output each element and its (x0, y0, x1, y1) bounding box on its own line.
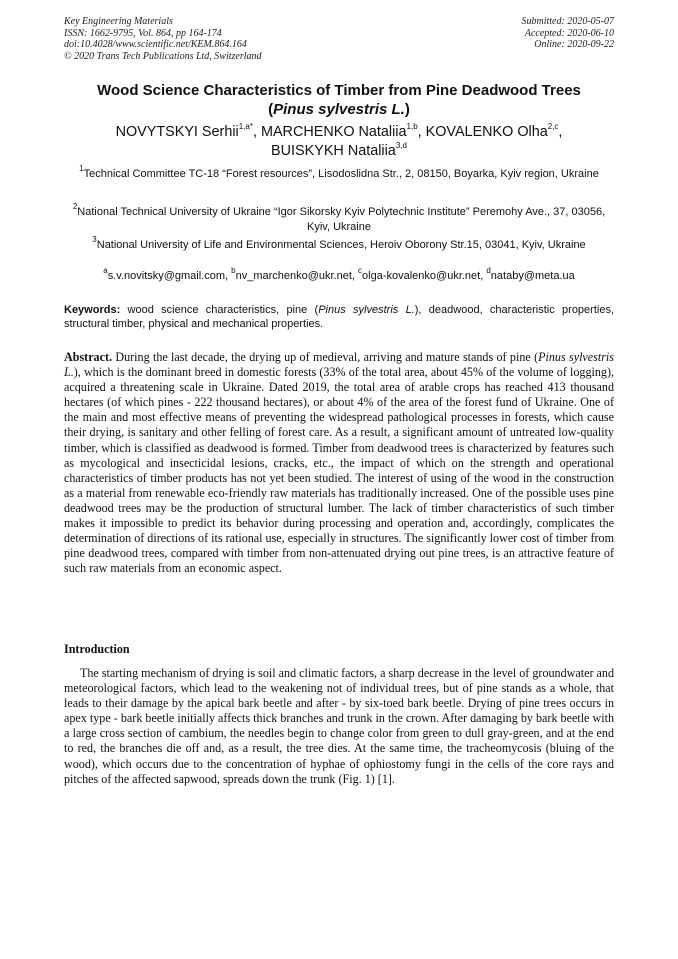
author-separator: , (252, 124, 261, 140)
email-link[interactable]: nataby@meta.ua (490, 270, 575, 282)
affiliation-sup: 1 (79, 164, 84, 174)
introduction-paragraph: The starting mechanism of drying is soil and climatic factors, a sharp decrease in the level of groundwater and meteorological factors, which lead to the weakening not of individual trees, but of pine stands as a whole, that leads to their damage by the apical bark beetle and after - by six-toed bark beetle. Drying of pine trees occurs in apex type - bark beetle initially affects thick branches and trunk in the crown. After damaging by bark beetle with a large cross section of cambium, the needles begin to change color from green to dull gray-green, and at the end to red, the branches die off and, as a result, the tree dies. At the same time, the tracheomycosis (bluing of the wood), which occurs due to the concentration of hyphae of ophiostomy fungi in the cells of the core rays and pitches of the affected sapwood, spreads down the trunk (Fig. 1) [1]. (64, 666, 614, 786)
affiliation-text: National University of Life and Environmental Sciences, Heroiv Oborony Str.15, 03041, Kyiv, Ukraine (96, 239, 586, 251)
title-close-paren: ) (404, 101, 410, 118)
title-line-1: Wood Science Characteristics of Timber from Pine Deadwood Trees (97, 82, 581, 99)
issn-line: ISSN: 1662-9795, Vol. 864, pp 164-174 (64, 27, 222, 39)
journal-name: Key Engineering Materials (64, 16, 173, 27)
online-date: Online: 2020-09-22 (534, 39, 614, 50)
affiliation-text: National Technical University of Ukraine “Igor Sikorsky Kyiv Polytechnic Institute” Peremohy Ave., 37, 03056, Kyiv, Ukraine (77, 206, 606, 233)
title-open-paren: ( (268, 101, 274, 118)
copyright-line: © 2020 Trans Tech Publications Ltd, Switzerland (64, 50, 262, 62)
abstract-label: Abstract. (64, 350, 113, 364)
abstract-text: During the last decade, the drying up of medieval, arriving and mature stands of pine ( (112, 350, 539, 364)
title-species: Pinus sylvestris L. (273, 101, 405, 118)
paper-title (64, 81, 614, 119)
affiliation-text: Technical Committee TC-18 “Forest resources”, Lisodoslidna Str., 2, 08150, Boyarka, Kyiv region, Ukraine (83, 168, 599, 180)
email-link[interactable]: nv_marchenko@ukr.net, (235, 270, 359, 282)
author-separator: , (558, 124, 563, 140)
affiliation-sup: 3 (92, 235, 97, 245)
abstract-section (64, 350, 614, 576)
email-sup: a (103, 266, 108, 276)
email-link[interactable]: olga-kovalenko@ukr.net, (362, 270, 487, 282)
keywords-species: Pinus sylvestris L. (318, 304, 415, 316)
affiliation-1 (64, 164, 614, 182)
author-separator: , (417, 124, 426, 140)
journal-info (64, 16, 262, 62)
publication-dates (522, 16, 615, 51)
accepted-date: Accepted: 2020-06-10 (524, 27, 614, 39)
keywords-text: wood science characteristics, pine ( (120, 304, 319, 316)
email-sup: d (486, 266, 491, 276)
keywords-text: ), deadwood, characteristic properties, structural timber, physical and mechanical properties. (64, 304, 615, 330)
email-sup: c (358, 266, 363, 276)
keywords-section (64, 303, 614, 331)
abstract-species: Pinus sylvestris L. (64, 350, 614, 380)
email-sup: b (231, 266, 236, 276)
submitted-date: Submitted: 2020-05-07 (521, 16, 614, 27)
author-name: KOVALENKO Olha (425, 124, 548, 140)
affiliation-2 (64, 202, 614, 235)
email-list (64, 266, 614, 283)
doi-line[interactable]: doi:10.4028/www.scientific.net/KEM.864.164 (64, 39, 247, 50)
author-sup: 1,b (406, 122, 418, 132)
author-sup: 3,d (395, 141, 407, 151)
keywords-label: Keywords: (64, 304, 121, 316)
author-name: BUISKYKH Nataliia (271, 143, 396, 159)
affiliation-sup: 2 (72, 202, 78, 212)
abstract-text: ), which is the dominant breed in domestic forests (33% of the total area, about 45% of the volume of logging), acquired a threatening scale in Ukraine. Dated 2019, the total area of arable crops has reached 413 thousand hectares (of which pines - 222 thousand hectares), or about 4% of the area of the forest fund of Ukraine. One of the main and most effective means of preventing the widespread pathological processes in forests, which cause their drying, is sanitary and other felling of forest care. As a result, a significant amount of untreated low-quality timber, which is classified as deadwood is formed. Timber from deadwood trees is characterized by features such as mycological and insecticidal lesions, cracks, etc., the impact of which on the strength and operational characteristics of timber products has not yet been studied. The interest of using of the wood in the construction as a material from renewable eco-friendly raw materials has traditionally increased. One of the possible uses pine deadwood trees may be the production of structural lumber. The lack of timber characteristics of such timber makes it impossible to predict its behavior during processing and operation and, accordingly, complicates the determination of directions of its rational use, especially in structures. The significantly lower cost of timber from pine deadwood trees, compared with timber from non-attenuated drying out pine trees, is an attractive feature of such raw materials from an economic aspect. (64, 365, 614, 576)
email-link[interactable]: s.v.novitsky@gmail.com, (107, 270, 232, 282)
affiliation-3 (64, 235, 614, 253)
author-sup: 1,a* (238, 122, 253, 132)
author-name: NOVYTSKYI Serhii (115, 124, 239, 140)
introduction-heading: Introduction (64, 642, 130, 656)
author-sup: 2,c (547, 122, 559, 132)
author-name: MARCHENKO Nataliia (260, 124, 407, 140)
author-list (64, 123, 614, 161)
